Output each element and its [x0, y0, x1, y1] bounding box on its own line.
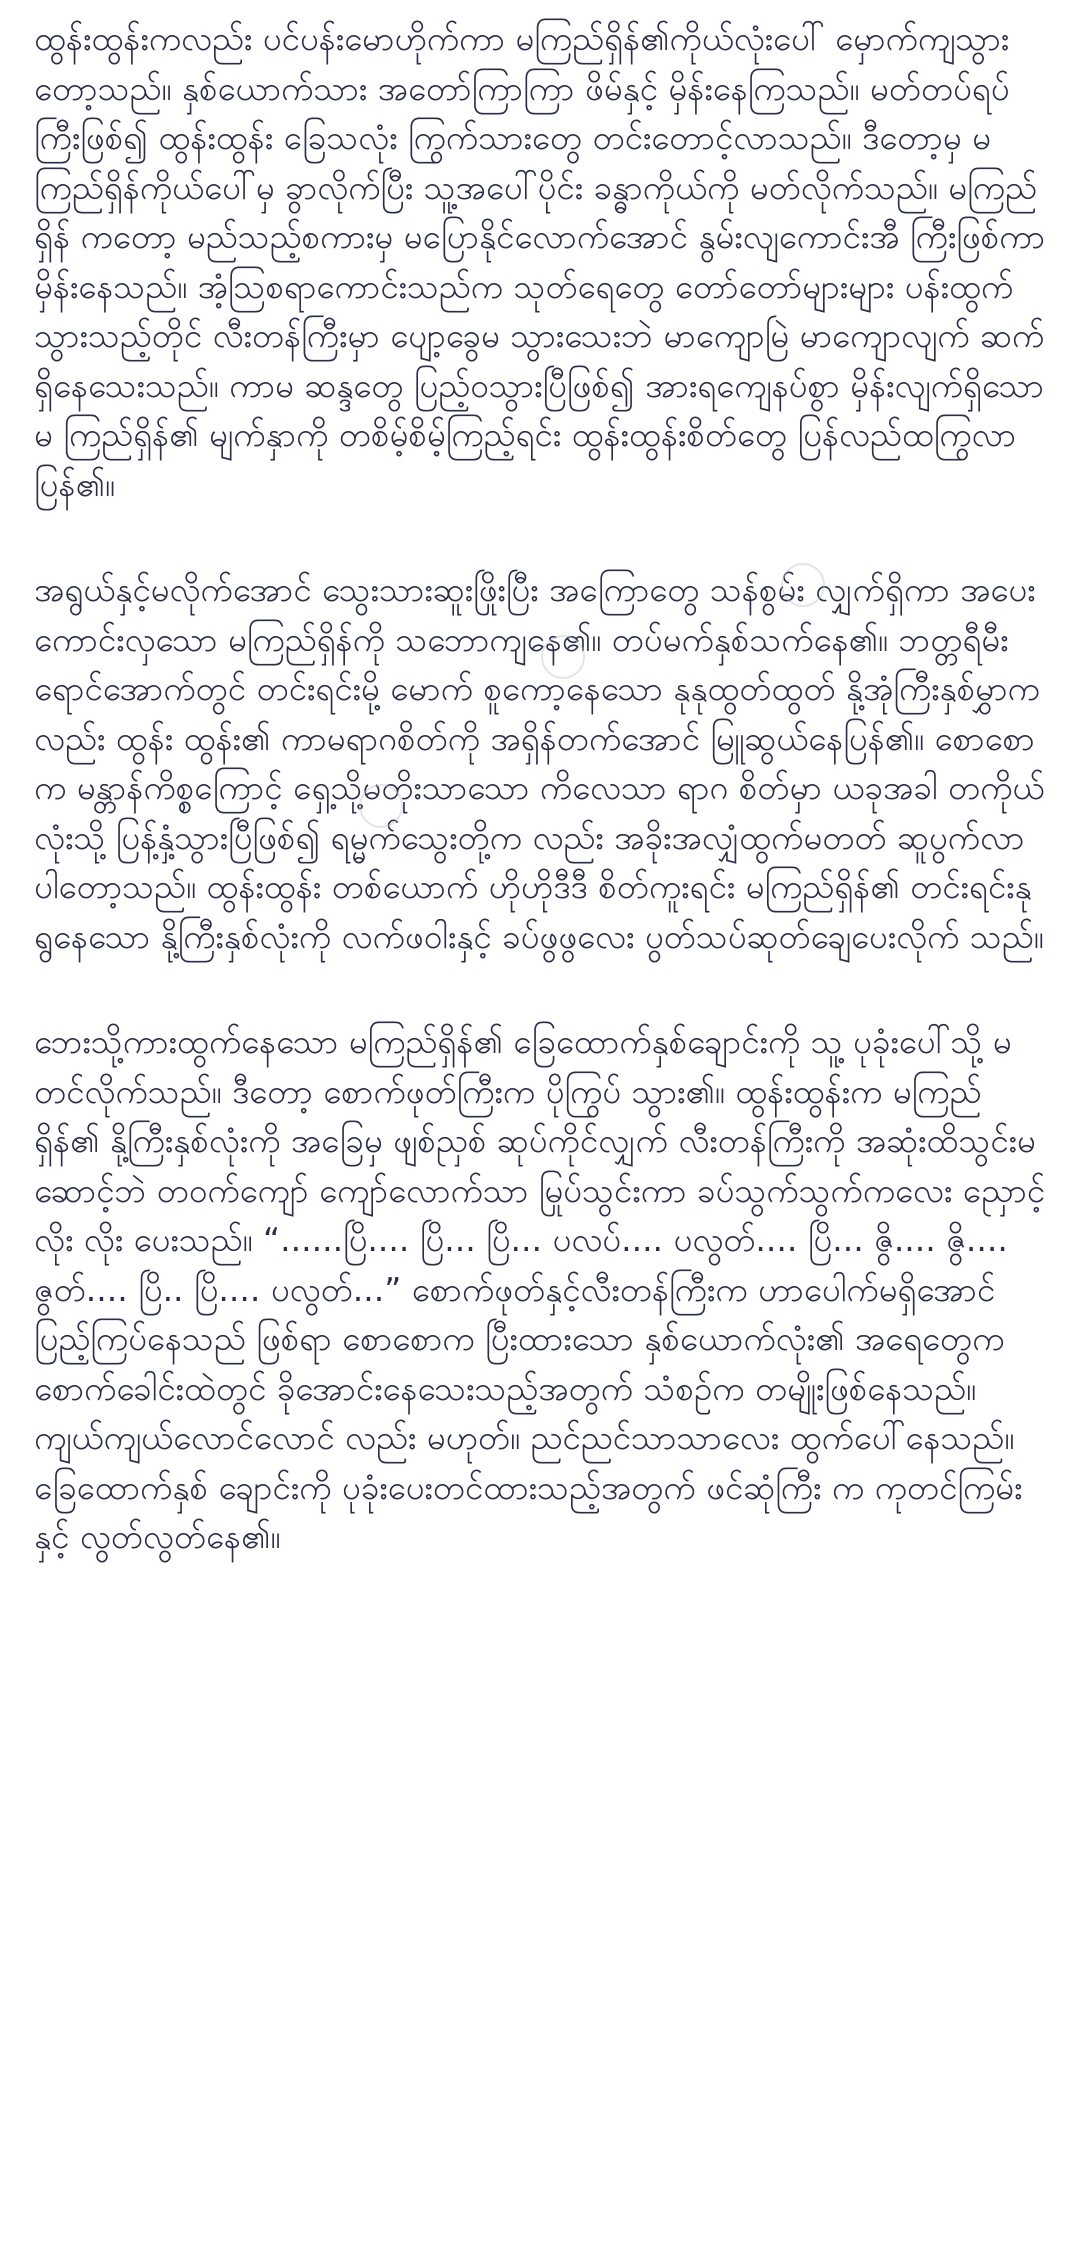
- paragraph-3: ဘေးသို့ကားထွက်နေသော မကြည်ရှိန်၏ ခြေထောက်နှစ်ချောင်းကို သူ့ ပုခုံးပေါ်သို့ မတင်လိုက်သည်။ ဒီတော့ စောက်ဖုတ်ကြီးက ပိုကြွပ် သွား၏။ ထွန်းထွန်းက မကြည်ရှိန်၏ နို့ကြီးနှစ်လုံးကို အခြေမှ ဖျစ်ညှစ် ဆုပ်ကိုင်လျှက် လီးတန်ကြီးကို အဆုံးထိသွင်းမဆောင့်ဘဲ တဝက်ကျော် ကျော်လောက်သာ မြုပ်သွင်းကာ ခပ်သွက်သွက်ကလေး ညှောင့်လိုး လိုး ပေးသည်။ “......ပြိ.... ပြိ... ပြိ... ပလပ်.... ပလွတ်.... ပြိ... ဇွိ.... ဇွိ.... ဇွတ်.... ပြိ.. ပြိ.... ပလွတ်...” စောက်ဖုတ်နှင့်လီးတန်ကြီးက ဟာပေါက်မရှိအောင် ပြည့်ကြပ်နေသည် ဖြစ်ရာ စောစောက ပြီးထားသော နှစ်ယောက်လုံး၏ အရေတွေက စောက်ခေါင်းထဲတွင် ခိုအောင်းနေသေးသည့်အတွက် သံစဉ်က တမျိုးဖြစ်နေသည်။ ကျယ်ကျယ်လောင်လောင် လည်း မဟုတ်။ ညင်ညင်သာသာလေး ထွက်ပေါ်နေသည်။ ခြေထောက်နှစ် ချောင်းကို ပုခုံးပေးတင်ထားသည့်အတွက် ဖင်ဆုံကြီး က ကုတင်ကြမ်း နှင့် လွတ်လွတ်နေ၏။: [34, 1022, 1046, 1556]
- paragraph-2: အရွယ်နှင့်မလိုက်အောင် သွေးသားဆူးဖြိုးပြီး အကြောတွေ သန်စွမ်း လျှက်ရှိကာ အပေးကောင်းလှသော မကြည်ရှိန်ကို သဘောကျနေ၏။ တပ်မက်နှစ်သက်နေ၏။ ဘတ္တရီမီးရောင်အောက်တွင် တင်းရင်းမို့ မောက် စူကော့နေသော နုနုထွတ်ထွတ် နို့အုံကြီးနှစ်မွှာကလည်း ထွန်း ထွန်း၏ ကာမရာဂစိတ်ကို အရှိန်တက်အောင် မြူဆွယ်နေပြန်၏။ စောစောက မန္တာန်ကိစ္စကြောင့် ရှေ့သို့မတိုးသာသော ကိလေသာ ရာဂ စိတ်မှာ ယခုအခါ တကိုယ်လုံးသို့ ပြန့်နှံ့သွားပြီဖြစ်၍ ရမ္မက်သွေးတို့က လည်း အခိုးအလျှံထွက်မတတ် ဆူပွက်လာပါတော့သည်။ ထွန်းထွန်း တစ်ယောက် ဟိုဟိုဒီဒီ စိတ်ကူးရင်း မကြည်ရှိန်၏ တင်းရင်းနုရွနေသော နို့ကြီးနှစ်လုံးကို လက်ဖဝါးနှင့် ခပ်ဖွဖွလေး ပွတ်သပ်ဆုတ်ချေပေးလိုက် သည်။: [34, 570, 1045, 956]
- paragraph-1: ထွန်းထွန်းကလည်း ပင်ပန်းမောဟိုက်ကာ မကြည်ရှိန်၏ကိုယ်လုံးပေါ် မှောက်ကျသွားတော့သည်။ နှစ်ယောက်သား အတော်ကြာကြာ ဖိမ်နှင့် မှိန်းနေကြသည်။ မတ်တပ်ရပ်ကြီးဖြစ်၍ ထွန်းထွန်း ခြေသလုံး ကြွက်သားတွေ တင်းတောင့်လာသည်။ ဒီတော့မှ မကြည်ရှိန်ကိုယ်ပေါ်မှ ခွာလိုက်ပြီး သူ့အပေါ်ပိုင်း ခန္ဓာကိုယ်ကို မတ်လိုက်သည်။ မကြည်ရှိန် ကတော့ မည်သည့်စကားမှ မပြောနိုင်လောက်အောင် နွမ်းလျကောင်းအီ ကြီးဖြစ်ကာ မှိန်းနေသည်။ အံ့ဩစရာကောင်းသည်က သုတ်ရေတွေ တော်တော်များများ ပန်းထွက်သွားသည့်တိုင် လီးတန်ကြီးမှာ ပျော့ခွေမ သွားသေးဘဲ မာကျောမြဲ မာကျောလျက် ဆက်ရှိနေသေးသည်။ ကာမ ဆန္ဒတွေ ပြည့်ဝသွားပြီဖြစ်၍ အားရကျေနပ်စွာ မှိန်းလျက်ရှိသော မ ကြည်ရှိန်၏ မျက်နှာကို တစိမ့်စိမ့်ကြည့်ရင်း ထွန်းထွန်းစိတ်တွေ ပြန်လည်ထကြွလာပြန်၏။: [34, 19, 1046, 504]
